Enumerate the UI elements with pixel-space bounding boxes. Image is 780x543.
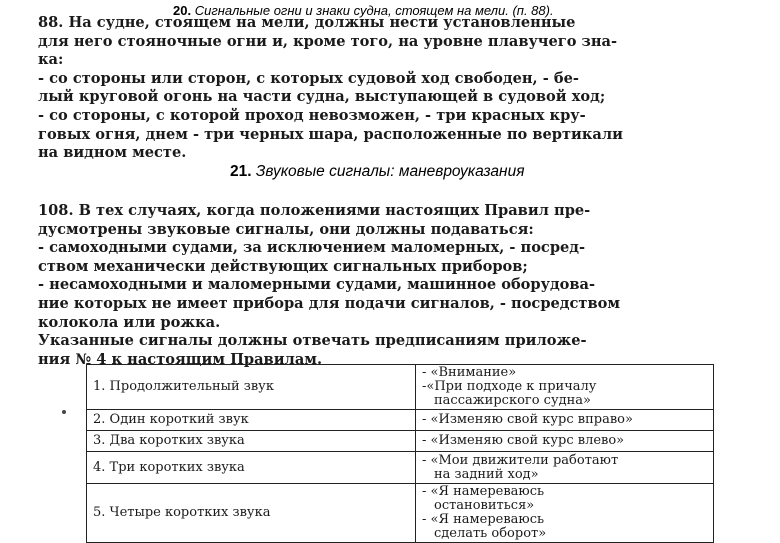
rule-88-line: лый круговой огонь на части судна, выступающей в судовой ход; [38,88,606,106]
meaning-cell [416,452,714,484]
caption-21-number: 21. [230,163,252,180]
rule-88-line: - со стороны или сторон, с которых судовой ход свободен, - бе- [38,69,579,87]
rule-108-line: ния № 4 к настоящим Правилам. [38,350,323,368]
meaning-line: - «Мои движители работают [422,452,619,468]
meaning-line: - «Я намереваюсь [422,512,545,527]
rule-108-line: ством механически действующих сигнальных приборов; [38,257,528,275]
rule-88-line: на видном месте. [38,144,187,162]
meaning-cell [416,484,714,543]
rule-108-line: дусмотрены звуковые сигналы, они должны подаваться: [38,220,534,238]
bullet-dot [62,410,66,414]
meaning-line: сделать оборот» [434,526,547,541]
meaning-line: -«При подходе к причалу [422,379,597,394]
rule-108-line: - самоходными судами, за исключением маломерных, - посред- [38,239,586,257]
caption-21-text: Звуковые сигналы: маневроуказания [255,163,525,180]
rule-108-line: колокола или рожка. [38,313,221,331]
signal-cell: 5. Четыре коротких звука [87,484,416,543]
table-row [87,484,714,543]
signal-cell: 4. Три коротких звука [87,452,416,484]
signal-cell: 2. Один короткий звук [87,410,416,431]
rule-108-line: 108. В тех случаях, когда положениями настоящих Правил пре- [38,202,591,219]
meaning-cell [416,365,714,410]
rule-88-line: для него стояночные огни и, кроме того, на уровне плавучего зна- [38,32,618,50]
rule-88-line: говых огня, днем - три черных шара, расположенные по вертикали [38,125,623,143]
rule-108-line: Указанные сигналы должны отвечать предписаниям приложе- [38,332,587,350]
rule-88-line: - со стороны, с которой проход невозможен, - три красных кру- [38,106,586,124]
meaning-line: остановиться» [434,498,535,513]
meaning-line: пассажирского судна» [434,393,591,408]
signal-cell: 3. Два коротких звука [87,431,416,452]
table-row [87,365,714,410]
meaning-line: - «Изменяю свой курс вправо» [422,412,633,427]
caption-20-number: 20. [173,3,192,18]
table-row [87,410,714,431]
rule-88-paragraph [38,14,762,163]
caption-20-text: Сигнальные огни и знаки судна, стоящем на мели. (п. 88). [194,3,554,18]
rule-88-line: ка: [38,51,64,69]
meaning-cell [416,431,714,452]
sound-signal-table [86,364,714,543]
rule-88-line: 88. На судне, стоящем на мели, должны нести установленные [38,14,576,31]
rule-108-paragraph [38,202,762,369]
table-row [87,452,714,484]
rule-108-line: ние которых не имеет прибора для подачи сигналов, - посредством [38,294,621,312]
rule-108-line: - несамоходными и маломерными судами, машинное оборудова- [38,276,596,294]
meaning-line: - «Внимание» [422,365,517,380]
meaning-cell [416,410,714,431]
meaning-line: - «Я намереваюсь [422,484,545,499]
meaning-line: - «Изменяю свой курс влево» [422,433,625,448]
signal-cell: 1. Продолжительный звук [87,365,416,410]
table-row [87,431,714,452]
meaning-line: на задний ход» [434,466,539,482]
caption-21 [230,163,524,181]
